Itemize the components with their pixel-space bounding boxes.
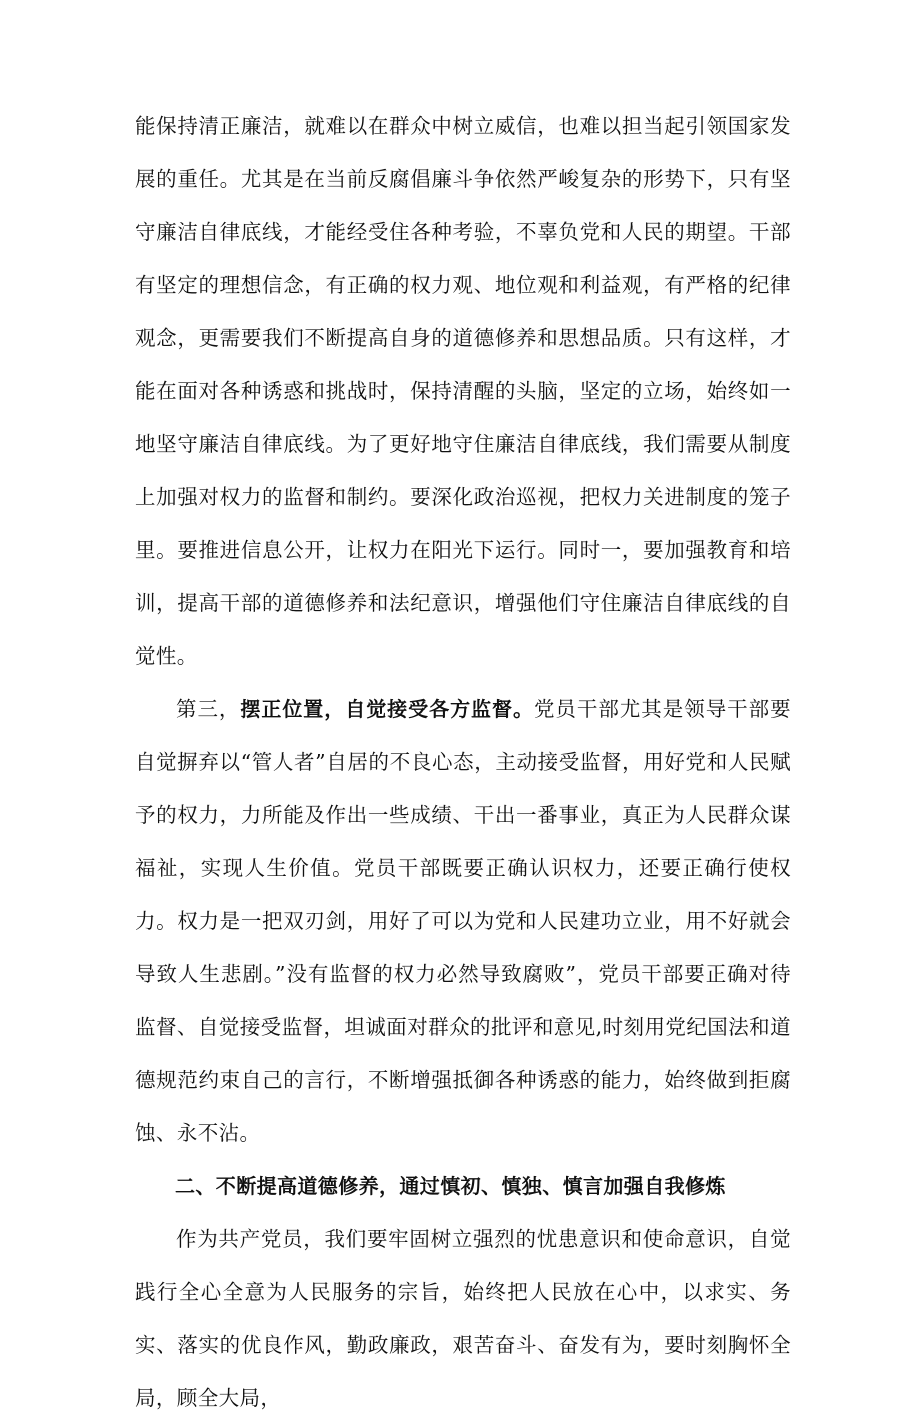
document-body [135,100,791,1425]
paragraph-continuation: 能保持清正廉洁，就难以在群众中树立威信，也难以担当起引领国家发展的重任。尤其是在当前反腐倡廉斗争依然严峻复杂的形势下，只有坚守廉洁自律底线，才能经受住各种考验，不辜负党和人民的期望。干部有坚定的理想信念，有正确的权力观、地位观和利益观，有严格的纪律观念，更需要我们不断提高自身的道德修养和思想品质。只有这样，才能在面对各种诱惑和挑战时，保持清醒的头脑，坚定的立场，始终如一地坚守廉洁自律底线。为了更好地守住廉洁自律底线，我们需要从制度上加强对权力的监督和制约。要深化政治巡视，把权力关进制度的笼子里。要推进信息公开，让权力在阳光下运行。同时一，要加强教育和培训，提高干部的道德修养和法纪意识，增强他们守住廉洁自律底线的自觉性。 [135,114,791,668]
paragraph-third-point [135,683,791,1160]
paragraph-body-text: 党员干部尤其是领导干部要自觉摒弃以“管人者”自居的不良心态，主动接受监督，用好党和人民赋予的权力，力所能及作出一些成绩、干出一番事业，真正为人民群众谋福祉，实现人生价值。党员干部既要正确认识权力，还要正确行使权力。权力是一把双刃剑，用好了可以为党和人民建功立业，用不好就会导致人生悲剧。”没有监督的权力必然导致腐败”，党员干部要正确对待监督、自觉接受监督，坦诚面对群众的批评和意见,时刻用党纪国法和道德规范约束自己的言行，不断增强抵御各种诱惑的能力，始终做到拒腐蚀、永不沾。 [135,697,791,1145]
paragraph-prefix: 第三， [176,697,241,721]
section-heading: 二、不断提高道德修养，通过慎初、慎独、慎言加强自我修炼 [175,1174,726,1198]
paragraph-section-intro: 作为共产党员，我们要牢固树立强烈的忧患意识和使命意识，自觉践行全心全意为人民服务的宗旨，始终把人民放在心中，以求实、务实、落实的优良作风，勤政廉政，艰苦奋斗、奋发有为，要时刻胸怀全局，顾全大局， [135,1227,791,1410]
paragraph-bold-lead: 摆正位置，自觉接受各方监督。 [240,697,534,721]
